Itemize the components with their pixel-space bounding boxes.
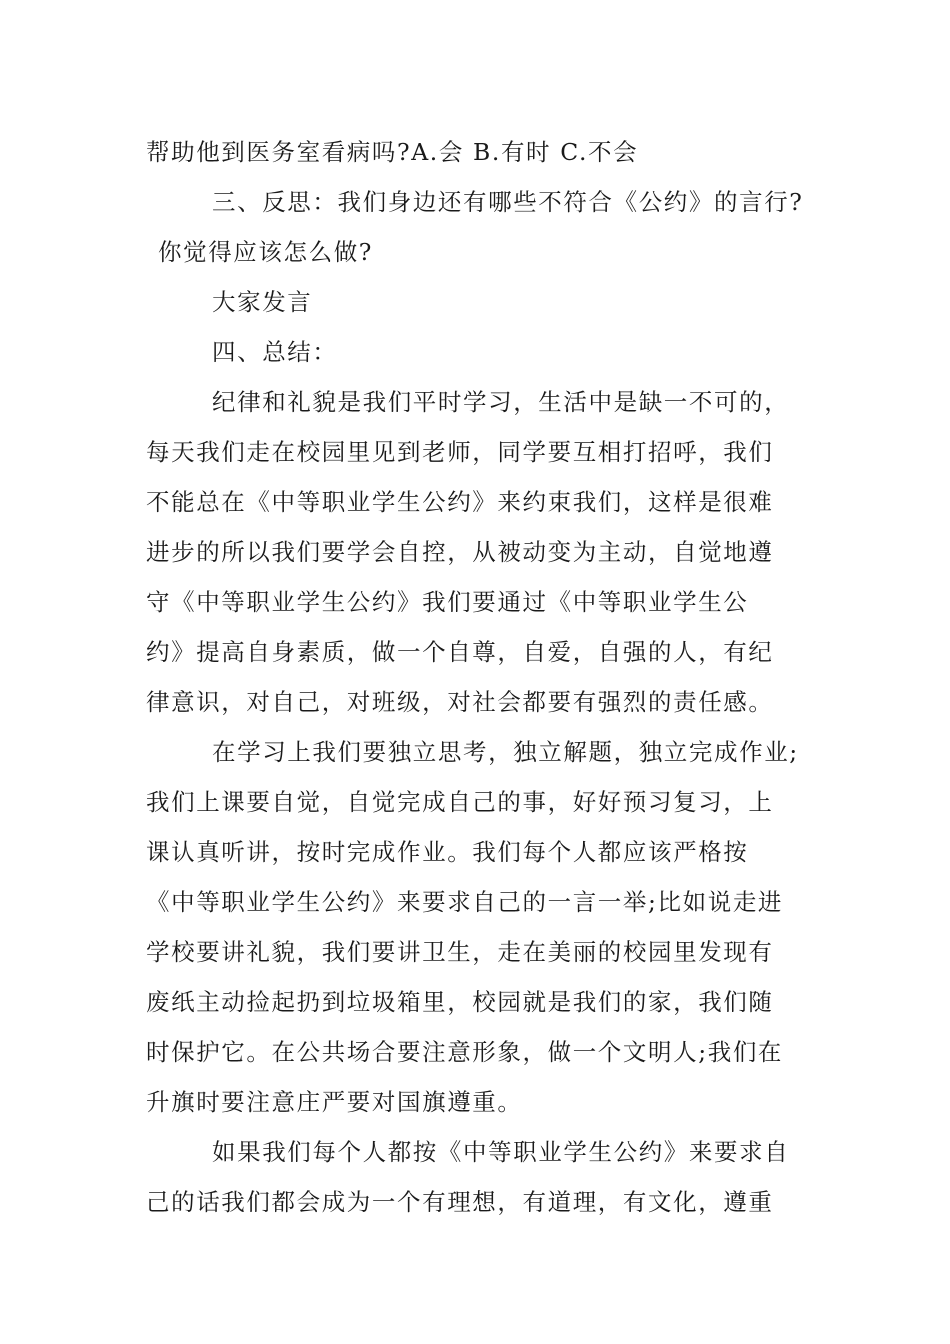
- text-line: 约》提高自身素质，做一个自尊，自爱，自强的人，有纪: [146, 638, 774, 666]
- text-line: 律意识，对自己，对班级，对社会都要有强烈的责任感。: [146, 688, 774, 716]
- section-heading-reflection: 三、反思：我们身边还有哪些不符合《公约》的言行?: [212, 188, 804, 216]
- text-line: 升旗时要注意庄严要对国旗遵重。: [146, 1088, 523, 1116]
- text-line: 你觉得应该怎么做?: [158, 238, 373, 266]
- text-line: 己的话我们都会成为一个有理想，有道理，有文化，遵重: [146, 1188, 774, 1216]
- body-text: [146, 127, 811, 1227]
- text-line: 进步的所以我们要学会自控，从被动变为主动，自觉地遵: [146, 538, 774, 566]
- text-line: 每天我们走在校园里见到老师，同学要互相打招呼，我们: [146, 438, 774, 466]
- paragraph-start: 在学习上我们要独立思考，独立解题，独立完成作业;: [212, 738, 799, 766]
- text-line: 学校要讲礼貌，我们要讲卫生，走在美丽的校园里发现有: [146, 938, 774, 966]
- text-line: 《中等职业学生公约》来要求自己的一言一举;比如说走进: [146, 888, 784, 916]
- paragraph-start: 纪律和礼貌是我们平时学习，生活中是缺一不可的，: [212, 388, 790, 416]
- text-line: 我们上课要自觉，自觉完成自己的事，好好预习复习，上: [146, 788, 774, 816]
- text-line: 废纸主动捡起扔到垃圾箱里，校园就是我们的家，我们随: [146, 988, 774, 1016]
- text-line: 时保护它。在公共场合要注意形象，做一个文明人;我们在: [146, 1038, 784, 1066]
- text-line: 不能总在《中等职业学生公约》来约束我们，这样是很难: [146, 488, 774, 516]
- text-line: 大家发言: [212, 288, 313, 316]
- section-heading-summary: 四、总结：: [212, 338, 338, 366]
- text-line: 帮助他到医务室看病吗?A.会 B.有时 C.不会: [146, 138, 639, 166]
- text-line: 课认真听讲，按时完成作业。我们每个人都应该严格按: [146, 838, 749, 866]
- paragraph-start: 如果我们每个人都按《中等职业学生公约》来要求自: [212, 1138, 790, 1166]
- text-line: 守《中等职业学生公约》我们要通过《中等职业学生公: [146, 588, 749, 616]
